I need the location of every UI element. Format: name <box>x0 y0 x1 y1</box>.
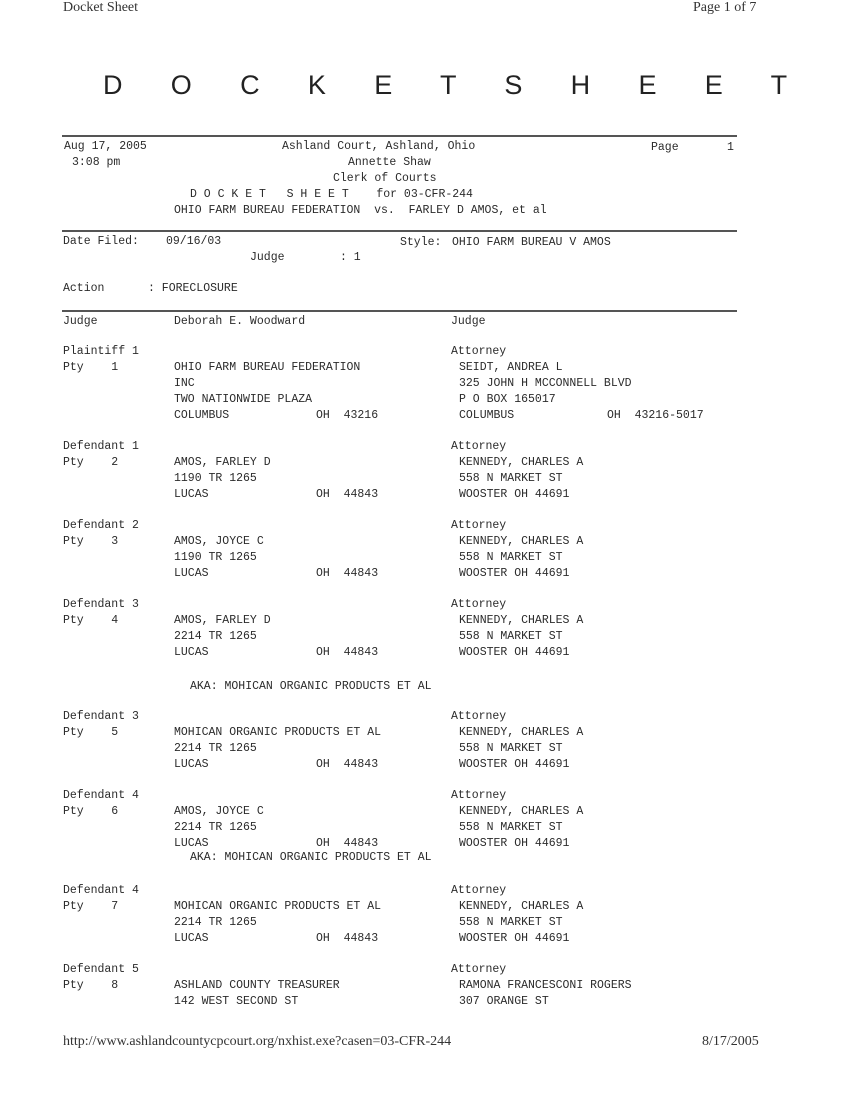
attorney-line: 558 N MARKET ST <box>459 472 563 485</box>
clerk-name: Annette Shaw <box>348 156 431 169</box>
party-address-line: 142 WEST SECOND ST <box>174 995 299 1008</box>
attorney-line: WOOSTER OH 44691 <box>459 837 570 850</box>
date-filed-value: 09/16/03 <box>166 235 222 248</box>
party-address-line: TWO NATIONWIDE PLAZA <box>174 393 313 406</box>
party-state-zip: OH 44843 <box>316 646 379 659</box>
attorney-line: RAMONA FRANCESCONI ROGERS <box>459 979 632 992</box>
attorney-line: KENNEDY, CHARLES A <box>459 456 584 469</box>
party-address-line: OHIO FARM BUREAU FEDERATION <box>174 361 361 374</box>
judge-label: Judge <box>250 251 285 264</box>
action-value: : FORECLOSURE <box>148 282 238 295</box>
party-number: Pty 4 <box>63 614 119 627</box>
party-state-zip: OH 44843 <box>316 567 379 580</box>
print-footer-url: http://www.ashlandcountycpcourt.org/nxhist.exe?casen=03-CFR-244 <box>63 1034 452 1049</box>
date-filed-label: Date Filed: <box>63 235 139 248</box>
party-city: LUCAS <box>174 758 209 771</box>
attorney-line: KENNEDY, CHARLES A <box>459 614 584 627</box>
report-time: 3:08 pm <box>72 156 121 169</box>
action-label: Action <box>63 282 105 295</box>
case-info-rule <box>62 230 737 232</box>
clerk-title: Clerk of Courts <box>333 172 437 185</box>
attorney-line: WOOSTER OH 44691 <box>459 567 570 580</box>
attorney-line: KENNEDY, CHARLES A <box>459 535 584 548</box>
judge-number: : 1 <box>340 251 361 264</box>
attorney-line: 558 N MARKET ST <box>459 821 563 834</box>
party-aka: AKA: MOHICAN ORGANIC PRODUCTS ET AL <box>190 680 432 693</box>
party-city: LUCAS <box>174 567 209 580</box>
party-address-line: 2214 TR 1265 <box>174 630 257 643</box>
attorney-label: Attorney <box>451 963 507 976</box>
judge-column-label: Judge <box>63 315 98 328</box>
party-state-zip: OH 44843 <box>316 488 379 501</box>
attorney-line: 558 N MARKET ST <box>459 551 563 564</box>
document-title: D O C K E T S H E E T <box>103 70 808 100</box>
attorney-line: WOOSTER OH 44691 <box>459 646 570 659</box>
party-role: Defendant 4 <box>63 789 139 802</box>
report-page-number: 1 <box>727 141 734 154</box>
party-address-line: AMOS, FARLEY D <box>174 456 271 469</box>
party-aka: AKA: MOHICAN ORGANIC PRODUCTS ET AL <box>190 851 432 864</box>
party-role: Plaintiff 1 <box>63 345 139 358</box>
attorney-line: KENNEDY, CHARLES A <box>459 805 584 818</box>
attorney-line: 558 N MARKET ST <box>459 742 563 755</box>
attorney-line: KENNEDY, CHARLES A <box>459 900 584 913</box>
party-address-line: AMOS, FARLEY D <box>174 614 271 627</box>
attorney-state-zip: OH 43216-5017 <box>607 409 704 422</box>
party-number: Pty 8 <box>63 979 119 992</box>
party-state-zip: OH 44843 <box>316 837 379 850</box>
party-address-line: ASHLAND COUNTY TREASURER <box>174 979 340 992</box>
judge-name: Deborah E. Woodward <box>174 315 306 328</box>
attorney-line: WOOSTER OH 44691 <box>459 932 570 945</box>
style-value: OHIO FARM BUREAU V AMOS <box>452 236 611 249</box>
party-role: Defendant 5 <box>63 963 139 976</box>
party-number: Pty 7 <box>63 900 119 913</box>
party-number: Pty 5 <box>63 726 119 739</box>
party-role: Defendant 3 <box>63 598 139 611</box>
party-address-line: 2214 TR 1265 <box>174 821 257 834</box>
party-city: LUCAS <box>174 932 209 945</box>
party-address-line: AMOS, JOYCE C <box>174 535 264 548</box>
docket-case-number-line: D O C K E T S H E E T for 03-CFR-244 <box>190 188 473 201</box>
party-number: Pty 1 <box>63 361 119 374</box>
report-page-label: Page <box>651 141 679 154</box>
attorney-line: SEIDT, ANDREA L <box>459 361 563 374</box>
attorney-label: Attorney <box>451 598 507 611</box>
party-number: Pty 6 <box>63 805 119 818</box>
party-address-line: MOHICAN ORGANIC PRODUCTS ET AL <box>174 900 382 913</box>
attorney-line: P O BOX 165017 <box>459 393 556 406</box>
attorney-label: Attorney <box>451 884 507 897</box>
attorney-label: Attorney <box>451 440 507 453</box>
party-state-zip: OH 44843 <box>316 758 379 771</box>
party-state-zip: OH 44843 <box>316 932 379 945</box>
party-city: LUCAS <box>174 837 209 850</box>
attorney-city: COLUMBUS <box>459 409 515 422</box>
party-role: Defendant 3 <box>63 710 139 723</box>
print-header-page-count: Page 1 of 7 <box>693 0 757 15</box>
attorney-label: Attorney <box>451 789 507 802</box>
party-number: Pty 2 <box>63 456 119 469</box>
judge-right-label: Judge <box>451 315 486 328</box>
party-role: Defendant 1 <box>63 440 139 453</box>
party-address-line: MOHICAN ORGANIC PRODUCTS ET AL <box>174 726 382 739</box>
print-header-title: Docket Sheet <box>63 0 139 15</box>
attorney-line: 558 N MARKET ST <box>459 630 563 643</box>
attorney-line: 325 JOHN H MCCONNELL BLVD <box>459 377 632 390</box>
court-name: Ashland Court, Ashland, Ohio <box>282 140 476 153</box>
attorney-line: WOOSTER OH 44691 <box>459 758 570 771</box>
party-address-line: 1190 TR 1265 <box>174 472 257 485</box>
party-state-zip: OH 43216 <box>316 409 379 422</box>
party-role: Defendant 2 <box>63 519 139 532</box>
case-title: OHIO FARM BUREAU FEDERATION vs. FARLEY D AMOS, et al <box>174 204 547 217</box>
attorney-line: WOOSTER OH 44691 <box>459 488 570 501</box>
party-city: COLUMBUS <box>174 409 230 422</box>
judges-rule <box>62 310 737 312</box>
party-address-line: INC <box>174 377 195 390</box>
attorney-line: 307 ORANGE ST <box>459 995 549 1008</box>
attorney-line: 558 N MARKET ST <box>459 916 563 929</box>
attorney-label: Attorney <box>451 710 507 723</box>
header-top-rule <box>62 135 737 137</box>
party-city: LUCAS <box>174 646 209 659</box>
party-address-line: 2214 TR 1265 <box>174 916 257 929</box>
attorney-label: Attorney <box>451 519 507 532</box>
party-address-line: AMOS, JOYCE C <box>174 805 264 818</box>
party-number: Pty 3 <box>63 535 119 548</box>
party-city: LUCAS <box>174 488 209 501</box>
attorney-line: KENNEDY, CHARLES A <box>459 726 584 739</box>
party-address-line: 1190 TR 1265 <box>174 551 257 564</box>
party-address-line: 2214 TR 1265 <box>174 742 257 755</box>
report-date: Aug 17, 2005 <box>64 140 147 153</box>
attorney-label: Attorney <box>451 345 507 358</box>
style-label: Style: <box>400 236 442 249</box>
print-footer-date: 8/17/2005 <box>702 1034 759 1049</box>
party-role: Defendant 4 <box>63 884 139 897</box>
